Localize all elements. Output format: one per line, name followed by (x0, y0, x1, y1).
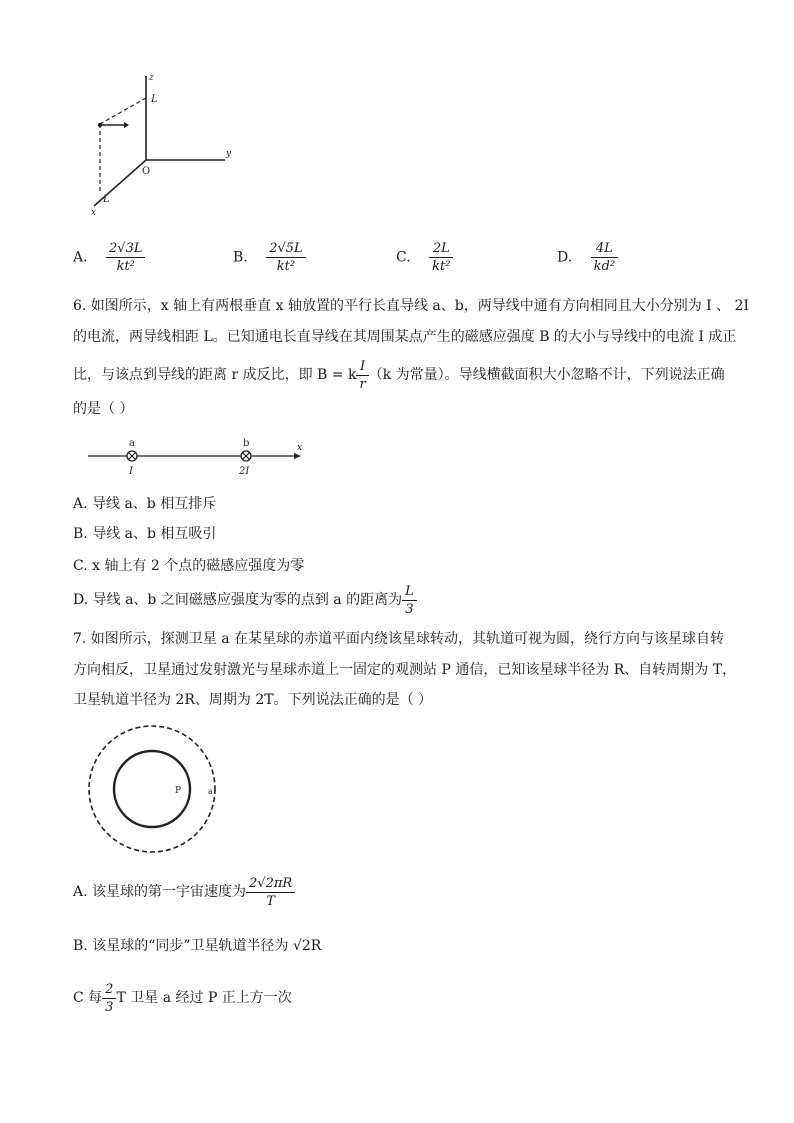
q6-line-1: 6. 如图所示，x 轴上有两根垂直 x 轴放置的平行长直导线 a、b，两导线中通有方向相同且大小分别为 I 、 2I (73, 298, 750, 314)
axis-y-label: y (226, 149, 232, 159)
wire-b-label: b (243, 438, 250, 449)
q5-option-d: D. $\frac{4L}{\text{kd²}}$ (557, 240, 618, 275)
q5-option-a: A. $\frac{2√3L}{\text{kt²}}$ (73, 240, 145, 275)
q6-option-d: D. 导线 a、b 之间磁感应强度为零的点到 a 的距离为 $\frac{L}{3}$ (73, 581, 417, 619)
origin-label: O (142, 166, 151, 177)
q7-option-c: C 每 $\frac{2}{3}$ T 卫星 a 经过 P 正上方一次 (73, 981, 292, 1015)
x-axis-arrowhead (294, 453, 301, 459)
axes-figure (80, 68, 240, 218)
orbit-figure (78, 722, 238, 856)
label-l-top: L (151, 94, 158, 105)
q5-option-b: B. $\frac{2√5L}{\text{kt²}}$ (233, 240, 306, 275)
q7-line-3: 卫星轨道半径为 2R、周期为 2T。下列说法正确的是（ ） (73, 692, 433, 708)
velocity-arrowhead (124, 122, 129, 128)
q6-option-b: B. 导线 a、b 相互吸引 (73, 526, 217, 542)
axis-z-label: z (149, 73, 154, 83)
label-l-bottom: L (103, 194, 110, 205)
q7-option-b: B. 该星球的“同步”卫星轨道半径为 √2R (73, 938, 322, 954)
q6-line-4: 的是（ ） (73, 401, 134, 417)
satellite-orbit (89, 726, 215, 852)
q6-line-3: 比，与该点到导线的距离 r 成反比，即 B = k $\frac{I}{r}$ （k 为常量）。导线横截面积大小忽略不计，下列说法正确 (73, 358, 725, 392)
wire-a-label: a (129, 438, 135, 449)
q6-option-a: A. 导线 a、b 相互排斥 (73, 496, 217, 512)
wire-b-current: 2I (239, 466, 250, 477)
q7-line-1: 7. 如图所示，探测卫星 a 在某星球的赤道平面内绕该星球转动，其轨道可视为圆，绕行方向与该星球自转 (73, 631, 725, 647)
particle (98, 123, 102, 127)
axis-x-label: x (91, 208, 97, 218)
satellite-a-label: a (208, 787, 213, 796)
q7-line-2: 方向相反，卫星通过发射激光与星球赤道上一固定的观测站 P 通信，已知该星球半径为 R、自转周期为 T， (73, 662, 737, 678)
dashed-line-top (100, 98, 146, 124)
q6-option-c: C. x 轴上有 2 个点的磁感应强度为零 (73, 558, 305, 574)
q5-option-c: C. $\frac{2L}{\text{kt²}}$ (396, 240, 453, 275)
x-axis (94, 160, 146, 206)
q7-option-a: A. 该星球的第一宇宙速度为 $\frac{2√2\pi R}{T}$ (73, 872, 295, 912)
station-p-label: P (175, 786, 182, 796)
q6-line-2: 的电流，两导线相距 L。已知通电长直导线在其周围某点产生的磁感应强度 B 的大小与导线中的电流 I 成正 (73, 329, 737, 345)
wires-figure (86, 432, 316, 478)
wire-a-current: I (129, 466, 133, 477)
x-axis-label: x (297, 443, 303, 453)
